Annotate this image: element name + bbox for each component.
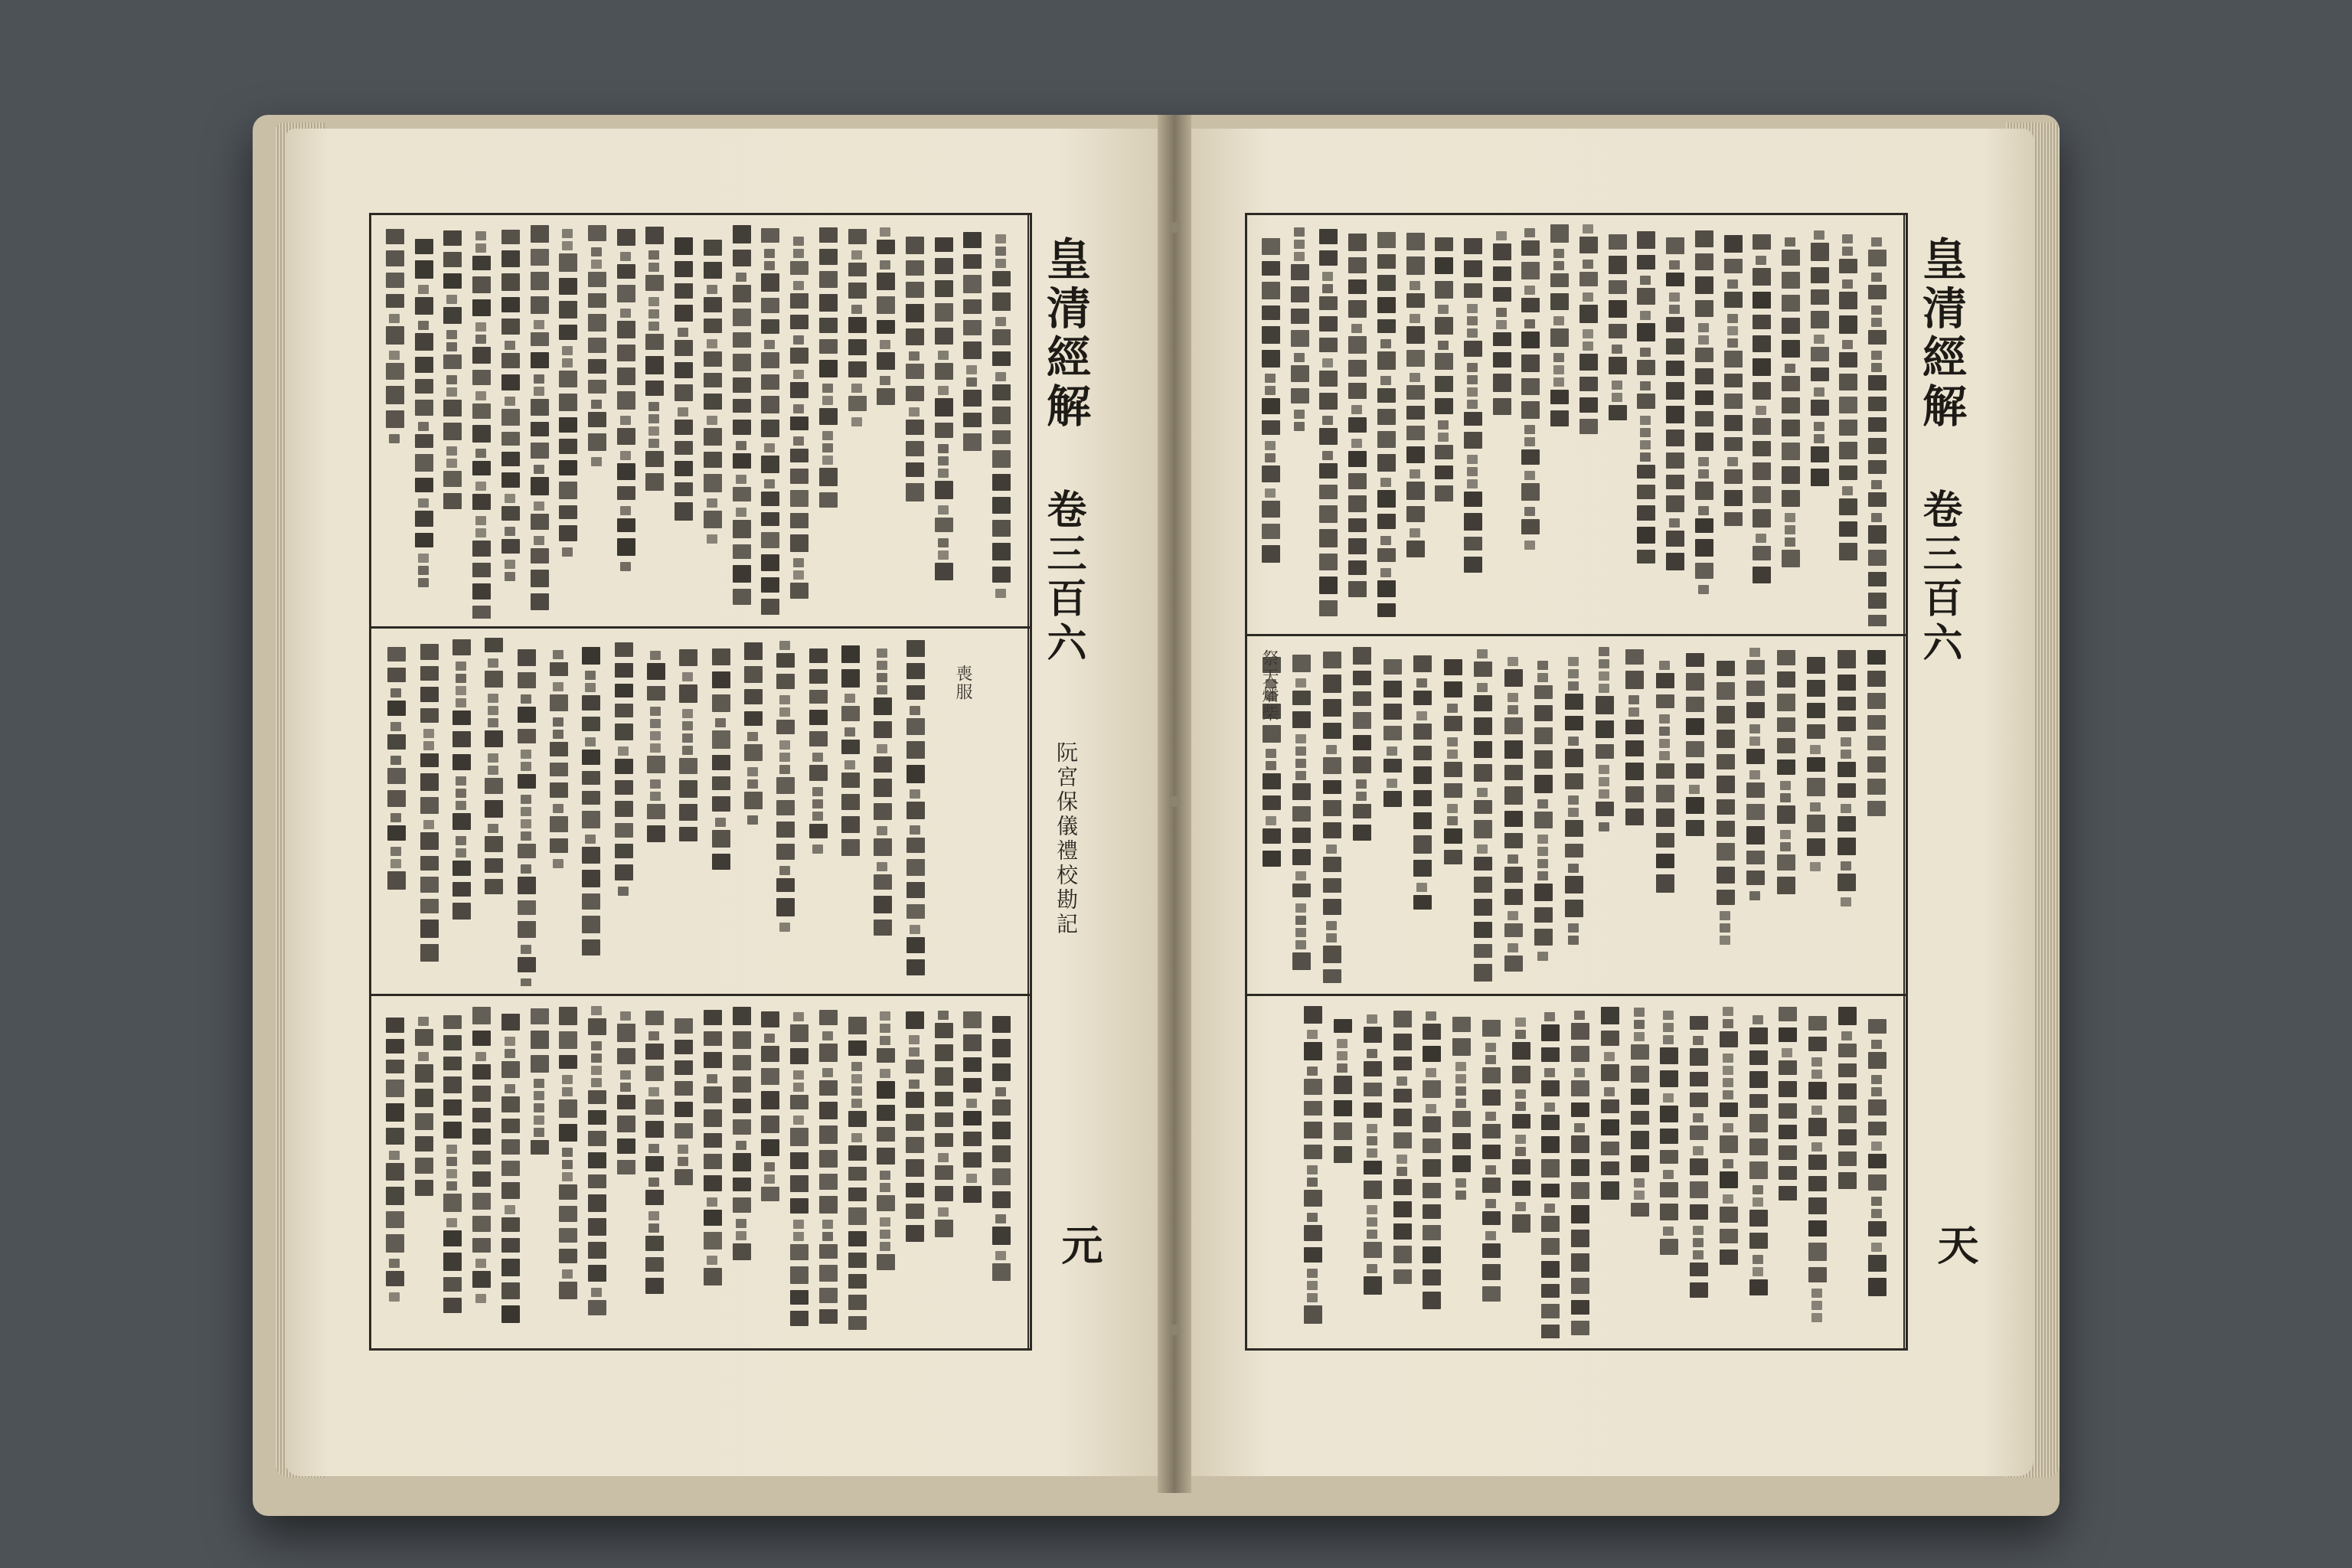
text-column (1779, 1005, 1797, 1338)
text-column (645, 224, 664, 619)
text-column (501, 224, 520, 619)
right-section-label: 祭天燔柴 (1259, 649, 1279, 723)
text-column (386, 224, 404, 619)
text-column (1565, 645, 1583, 986)
text-column (1631, 1005, 1649, 1338)
text-column (1334, 1005, 1352, 1338)
text-column (443, 224, 462, 619)
text-column (1571, 1005, 1589, 1338)
text-column (1474, 645, 1492, 986)
text-column (1521, 224, 1540, 626)
text-column (992, 224, 1011, 619)
text-column (776, 638, 795, 986)
text-column (906, 638, 925, 986)
left-register-bottom (381, 1005, 1016, 1338)
text-column (877, 224, 895, 619)
text-column (848, 224, 867, 619)
right-register-bottom (1298, 1005, 1892, 1338)
text-column (1291, 224, 1309, 626)
text-column (1695, 224, 1713, 626)
text-column (615, 638, 633, 986)
text-column (790, 1005, 808, 1338)
text-column (1541, 1005, 1560, 1338)
text-column (679, 638, 697, 986)
text-column (906, 224, 924, 619)
text-column (531, 224, 549, 619)
text-column (472, 1005, 491, 1338)
right-margin-rule (1903, 213, 1905, 1351)
text-column (1319, 224, 1338, 626)
text-column (1504, 645, 1523, 986)
text-column (1625, 645, 1644, 986)
text-column (415, 1005, 433, 1338)
text-column (675, 1005, 693, 1338)
left-register-top (381, 224, 1016, 619)
text-column (1601, 1005, 1619, 1338)
text-column (675, 224, 693, 619)
text-column (1292, 645, 1311, 986)
left-folio-number: 元 (1055, 1223, 1104, 1265)
text-column (550, 638, 568, 986)
text-column (1868, 1005, 1886, 1338)
left-register-line-2 (369, 994, 1032, 996)
text-column (1868, 224, 1886, 626)
text-column (1686, 645, 1704, 986)
text-column (1464, 224, 1482, 626)
text-column (809, 638, 828, 986)
text-column (472, 224, 491, 619)
text-column (1377, 224, 1396, 626)
text-column (415, 224, 433, 619)
text-column (588, 1005, 606, 1338)
text-column (1596, 645, 1614, 986)
text-column (1656, 645, 1674, 986)
left-colophon: 阮宮保儀禮校勘記 (1054, 741, 1079, 937)
right-banner-title: 皇清經解 (1915, 236, 1967, 432)
text-column (1609, 224, 1627, 626)
text-column (841, 638, 860, 986)
text-column (1393, 1005, 1412, 1338)
text-column (443, 1005, 462, 1338)
text-column (1423, 1005, 1441, 1338)
text-column (1383, 645, 1402, 986)
text-column (1811, 224, 1829, 626)
text-column (518, 638, 536, 986)
text-column (501, 1005, 520, 1338)
text-column (1867, 645, 1886, 986)
text-column (1364, 1005, 1382, 1338)
text-column (1720, 1005, 1738, 1338)
text-column (1512, 1005, 1530, 1338)
text-column (1534, 645, 1553, 986)
text-column (848, 1005, 867, 1338)
text-column (420, 638, 439, 986)
text-column (1452, 1005, 1471, 1338)
right-page-volume: 卷三百六 (1916, 488, 1962, 666)
text-column (1323, 645, 1341, 986)
right-register-line-1 (1245, 634, 1908, 636)
text-column (1637, 224, 1655, 626)
text-column (744, 638, 763, 986)
text-column (1406, 224, 1425, 626)
text-column (452, 638, 471, 986)
text-column (647, 638, 665, 986)
text-column (733, 224, 751, 619)
text-column (588, 224, 606, 619)
left-margin-rule (1027, 213, 1029, 1351)
text-column (704, 224, 722, 619)
text-column (877, 1005, 895, 1338)
text-column (531, 1005, 549, 1338)
text-column (819, 224, 838, 619)
text-column (1353, 645, 1371, 986)
text-column (963, 1005, 982, 1338)
text-column (559, 1005, 577, 1338)
binding-hole (1169, 1325, 1180, 1335)
text-column (992, 1005, 1011, 1338)
right-page (1184, 129, 2034, 1476)
text-column (1808, 1005, 1827, 1338)
text-column (1777, 645, 1795, 986)
binding-hole (1169, 222, 1180, 233)
text-column (1839, 224, 1857, 626)
text-column (1348, 224, 1367, 626)
text-column (1838, 645, 1856, 986)
text-column (1262, 224, 1280, 626)
left-section-label: 喪服 (953, 665, 972, 701)
text-column (1782, 224, 1800, 626)
text-column (1444, 645, 1462, 986)
text-column (1690, 1005, 1708, 1338)
text-column (617, 224, 635, 619)
right-register-middle (1256, 645, 1892, 986)
left-page-banner (1039, 236, 1091, 432)
left-banner-title: 皇清經解 (1039, 236, 1091, 432)
text-column (1579, 224, 1598, 626)
text-column (761, 1005, 779, 1338)
text-column (874, 638, 892, 986)
text-column (935, 224, 953, 619)
text-column (645, 1005, 664, 1338)
text-column (559, 224, 577, 619)
binding-hole (1169, 796, 1180, 807)
text-column (1493, 224, 1511, 626)
text-column (733, 1005, 751, 1338)
text-column (387, 638, 406, 986)
text-column (1482, 1005, 1501, 1338)
text-column (1550, 224, 1569, 626)
right-register-top (1256, 224, 1892, 626)
text-column (1746, 645, 1765, 986)
text-column (704, 1005, 722, 1338)
text-column (819, 1005, 838, 1338)
text-column (1753, 224, 1771, 626)
text-column (1435, 224, 1453, 626)
text-column (963, 224, 982, 619)
left-page (285, 129, 1165, 1476)
right-folio-number: 天 (1931, 1223, 1980, 1265)
text-column (935, 1005, 953, 1338)
text-column (906, 1005, 924, 1338)
text-column (582, 638, 600, 986)
text-column (1717, 645, 1735, 986)
left-register-line-1 (369, 626, 1032, 629)
text-column (1660, 1005, 1678, 1338)
right-register-line-2 (1245, 994, 1908, 996)
left-page-volume: 卷三百六 (1040, 488, 1086, 666)
text-column (790, 224, 808, 619)
text-column (1838, 1005, 1857, 1338)
text-column (386, 1005, 404, 1338)
text-column (761, 224, 779, 619)
text-column (1413, 645, 1432, 986)
text-column (712, 638, 730, 986)
text-column (1666, 224, 1684, 626)
text-column (1807, 645, 1825, 986)
text-column (1304, 1005, 1322, 1338)
text-column (485, 638, 503, 986)
right-page-banner (1915, 236, 1967, 432)
text-column (1724, 224, 1743, 626)
text-column (1749, 1005, 1768, 1338)
left-register-middle (381, 638, 932, 986)
text-column (617, 1005, 635, 1338)
